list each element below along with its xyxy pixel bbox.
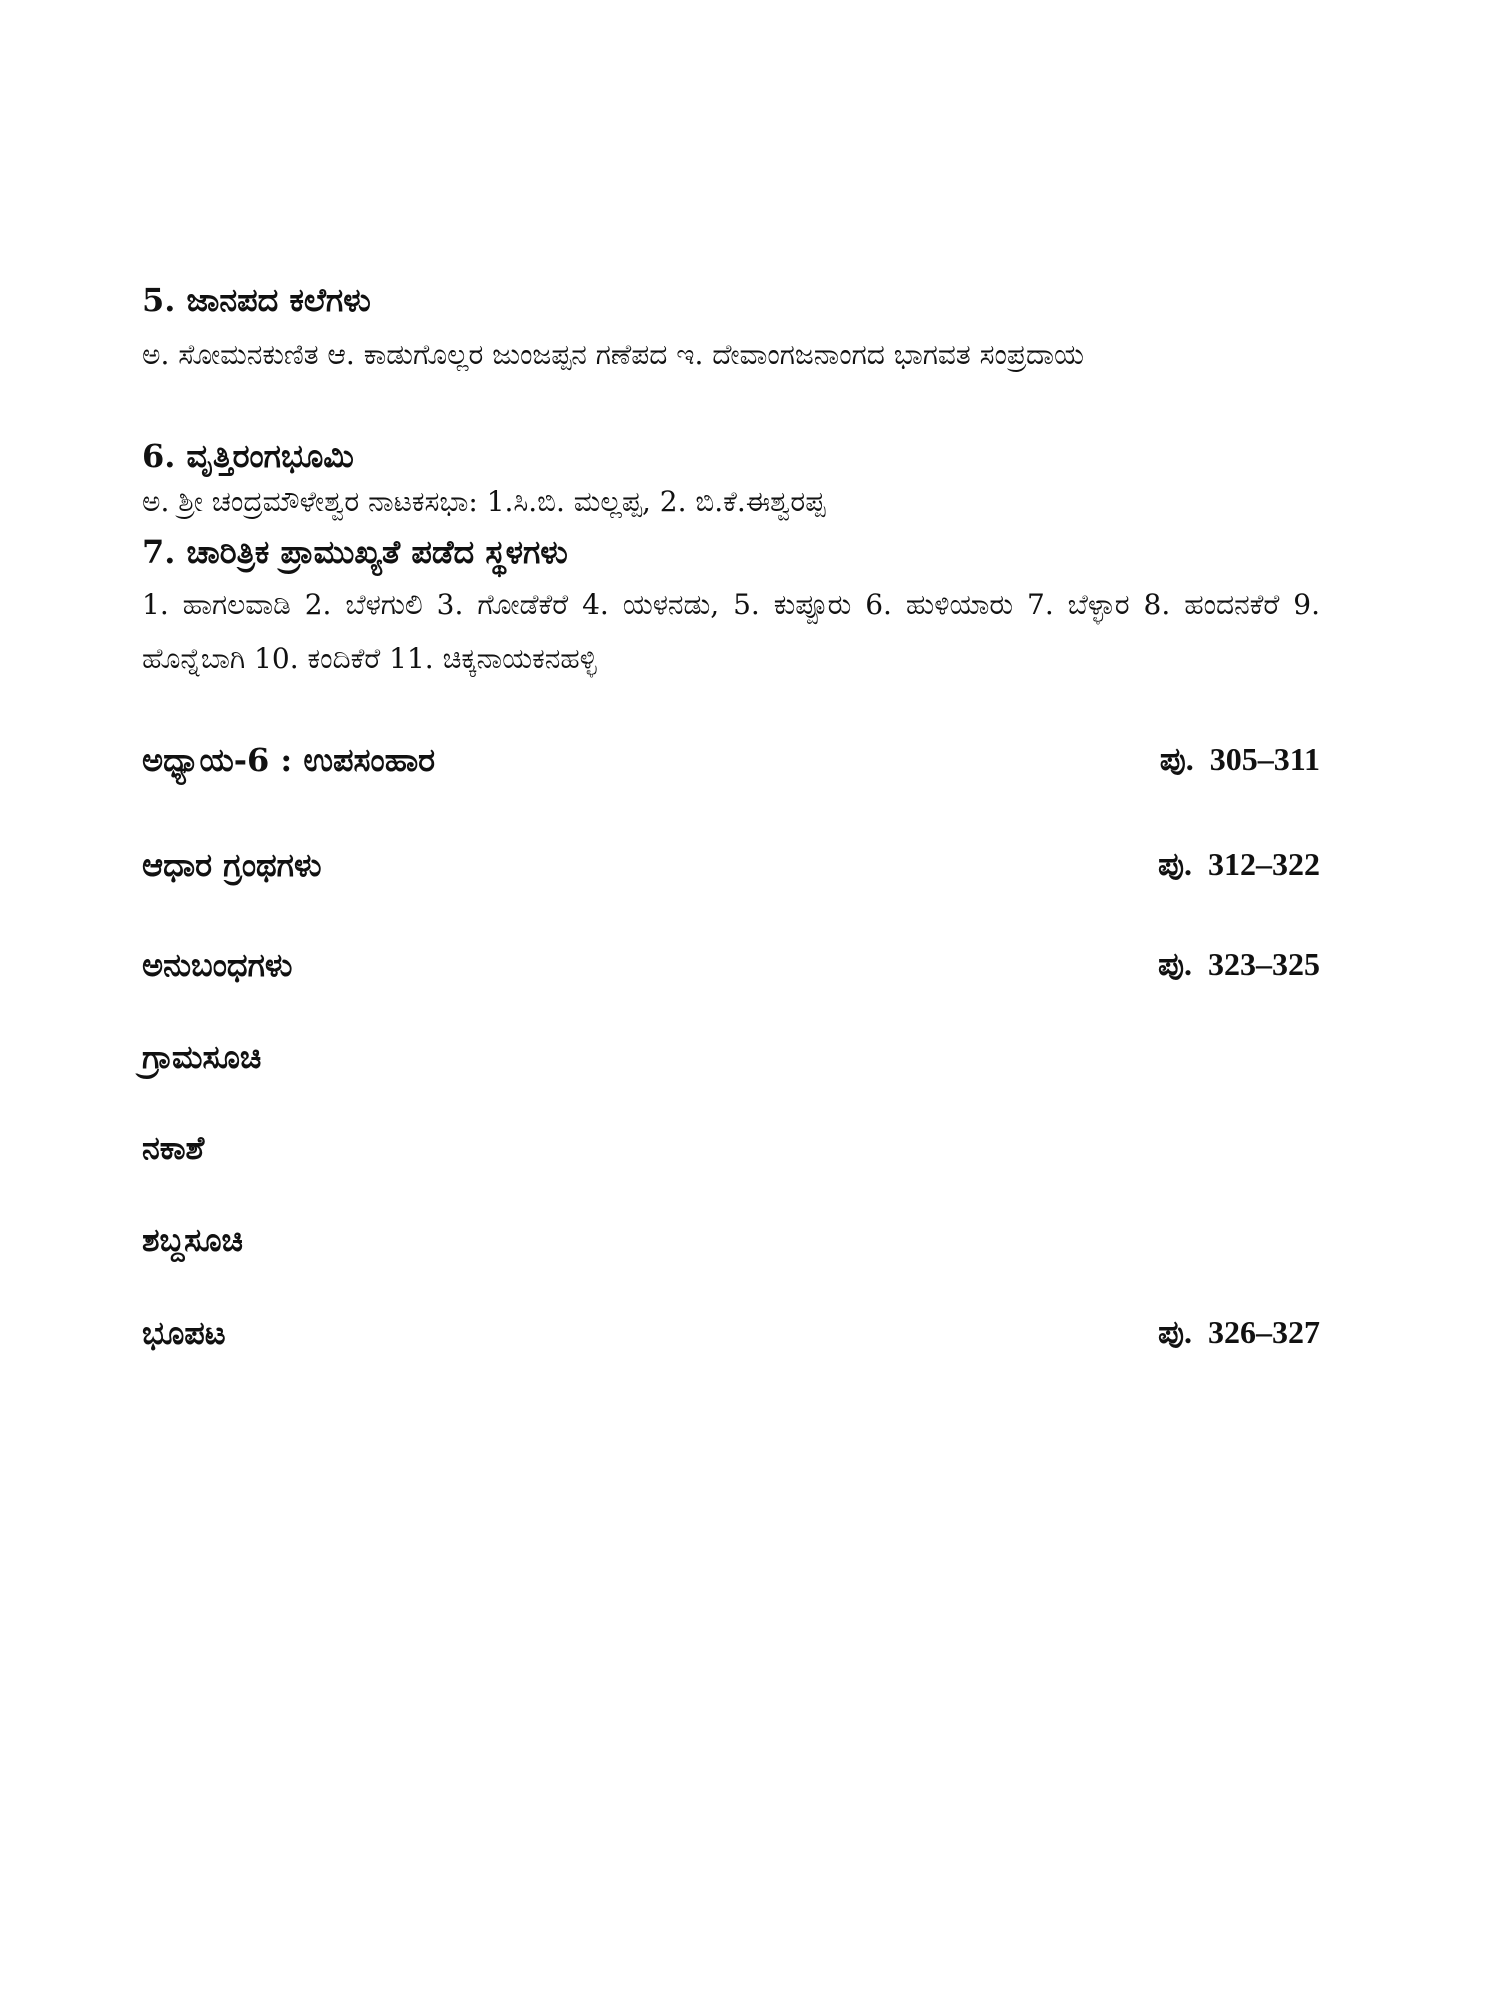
toc-row (142, 1215, 1320, 1265)
section-body: ಅ. ಶ್ರೀ ಚಂದ್ರಮೌಳೇಶ್ವರ ನಾಟಕಸಭಾ: 1.ಸಿ.ಬಿ. ಮಲ್ಲಪ್ಪ, 2. ಬಿ.ಕೆ.ಈಶ್ವರಪ್ಪ (142, 485, 826, 518)
page-prefix: ಪು. (1157, 846, 1192, 882)
section-body: 1. ಹಾಗಲವಾಡಿ 2. ಬೆಳಗುಲಿ 3. ಗೋಡೆಕೆರೆ 4. ಯಳನಡು, 5. ಕುಪ್ಪೂರು 6. ಹುಳಿಯಾರು 7. ಬೆಳ್ಳಾರ 8. ಹಂದನಕೆರೆ 9. ಹೊನ್ನೆಬಾಗಿ 10. ಕಂದಿಕೆರೆ 11. ಚಿಕ್ಕನಾಯಕನಹಳ್ಳಿ (142, 588, 1320, 675)
section-body: ಅ. ಸೋಮನಕುಣಿತ ಆ. ಕಾಡುಗೊಲ್ಲರ ಜುಂಜಪ್ಪನ ಗಣೆಪದ ಇ. ದೇವಾಂಗಜನಾಂಗದ ಭಾಗವತ ಸಂಪ್ರದಾಯ (142, 338, 1085, 371)
section-heading: 5. ಜಾನಪದ ಕಲೆಗಳು (142, 281, 371, 319)
section-historical-places (142, 530, 1320, 686)
toc-row (142, 1308, 1320, 1358)
section-professional-theatre (142, 434, 1320, 522)
toc-row (142, 840, 1320, 890)
toc-row (142, 940, 1320, 990)
page-prefix: ಪು. (1157, 946, 1192, 982)
page-range: 326–327 (1208, 1314, 1320, 1350)
toc-title: ಅನುಬಂಧಗಳು (142, 945, 293, 984)
page-range: 305–311 (1209, 741, 1320, 777)
toc-pages (1158, 846, 1320, 884)
toc-title: ಭೂಪಟ (142, 1313, 226, 1352)
page-prefix: ಪು. (1157, 1314, 1192, 1350)
toc-title: ಆಧಾರ ಗ್ರಂಥಗಳು (142, 845, 322, 884)
toc-pages (1158, 1314, 1320, 1352)
page-range: 323–325 (1208, 946, 1320, 982)
toc-row (142, 735, 1320, 785)
toc-title: ಅಧ್ಯಾಯ-6 : ಉಪಸಂಹಾರ (142, 740, 436, 779)
page-prefix: ಪು. (1159, 741, 1194, 777)
toc-row (142, 1123, 1320, 1173)
toc-pages (1160, 741, 1320, 779)
section-heading: 7. ಚಾರಿತ್ರಿಕ ಪ್ರಾಮುಖ್ಯತೆ ಪಡೆದ ಸ್ಥಳಗಳು (142, 533, 568, 571)
toc-title: ಗ್ರಾಮಸೂಚಿ (142, 1037, 262, 1076)
toc-title: ಶಬ್ದಸೂಚಿ (142, 1220, 244, 1259)
toc-pages (1158, 946, 1320, 984)
section-heading: 6. ವೃತ್ತಿರಂಗಭೂಮಿ (142, 437, 354, 475)
section-folk-arts (142, 278, 1320, 382)
toc-title: ನಕಾಶೆ (142, 1128, 205, 1167)
page-range: 312–322 (1208, 846, 1320, 882)
toc-row (142, 1032, 1320, 1082)
